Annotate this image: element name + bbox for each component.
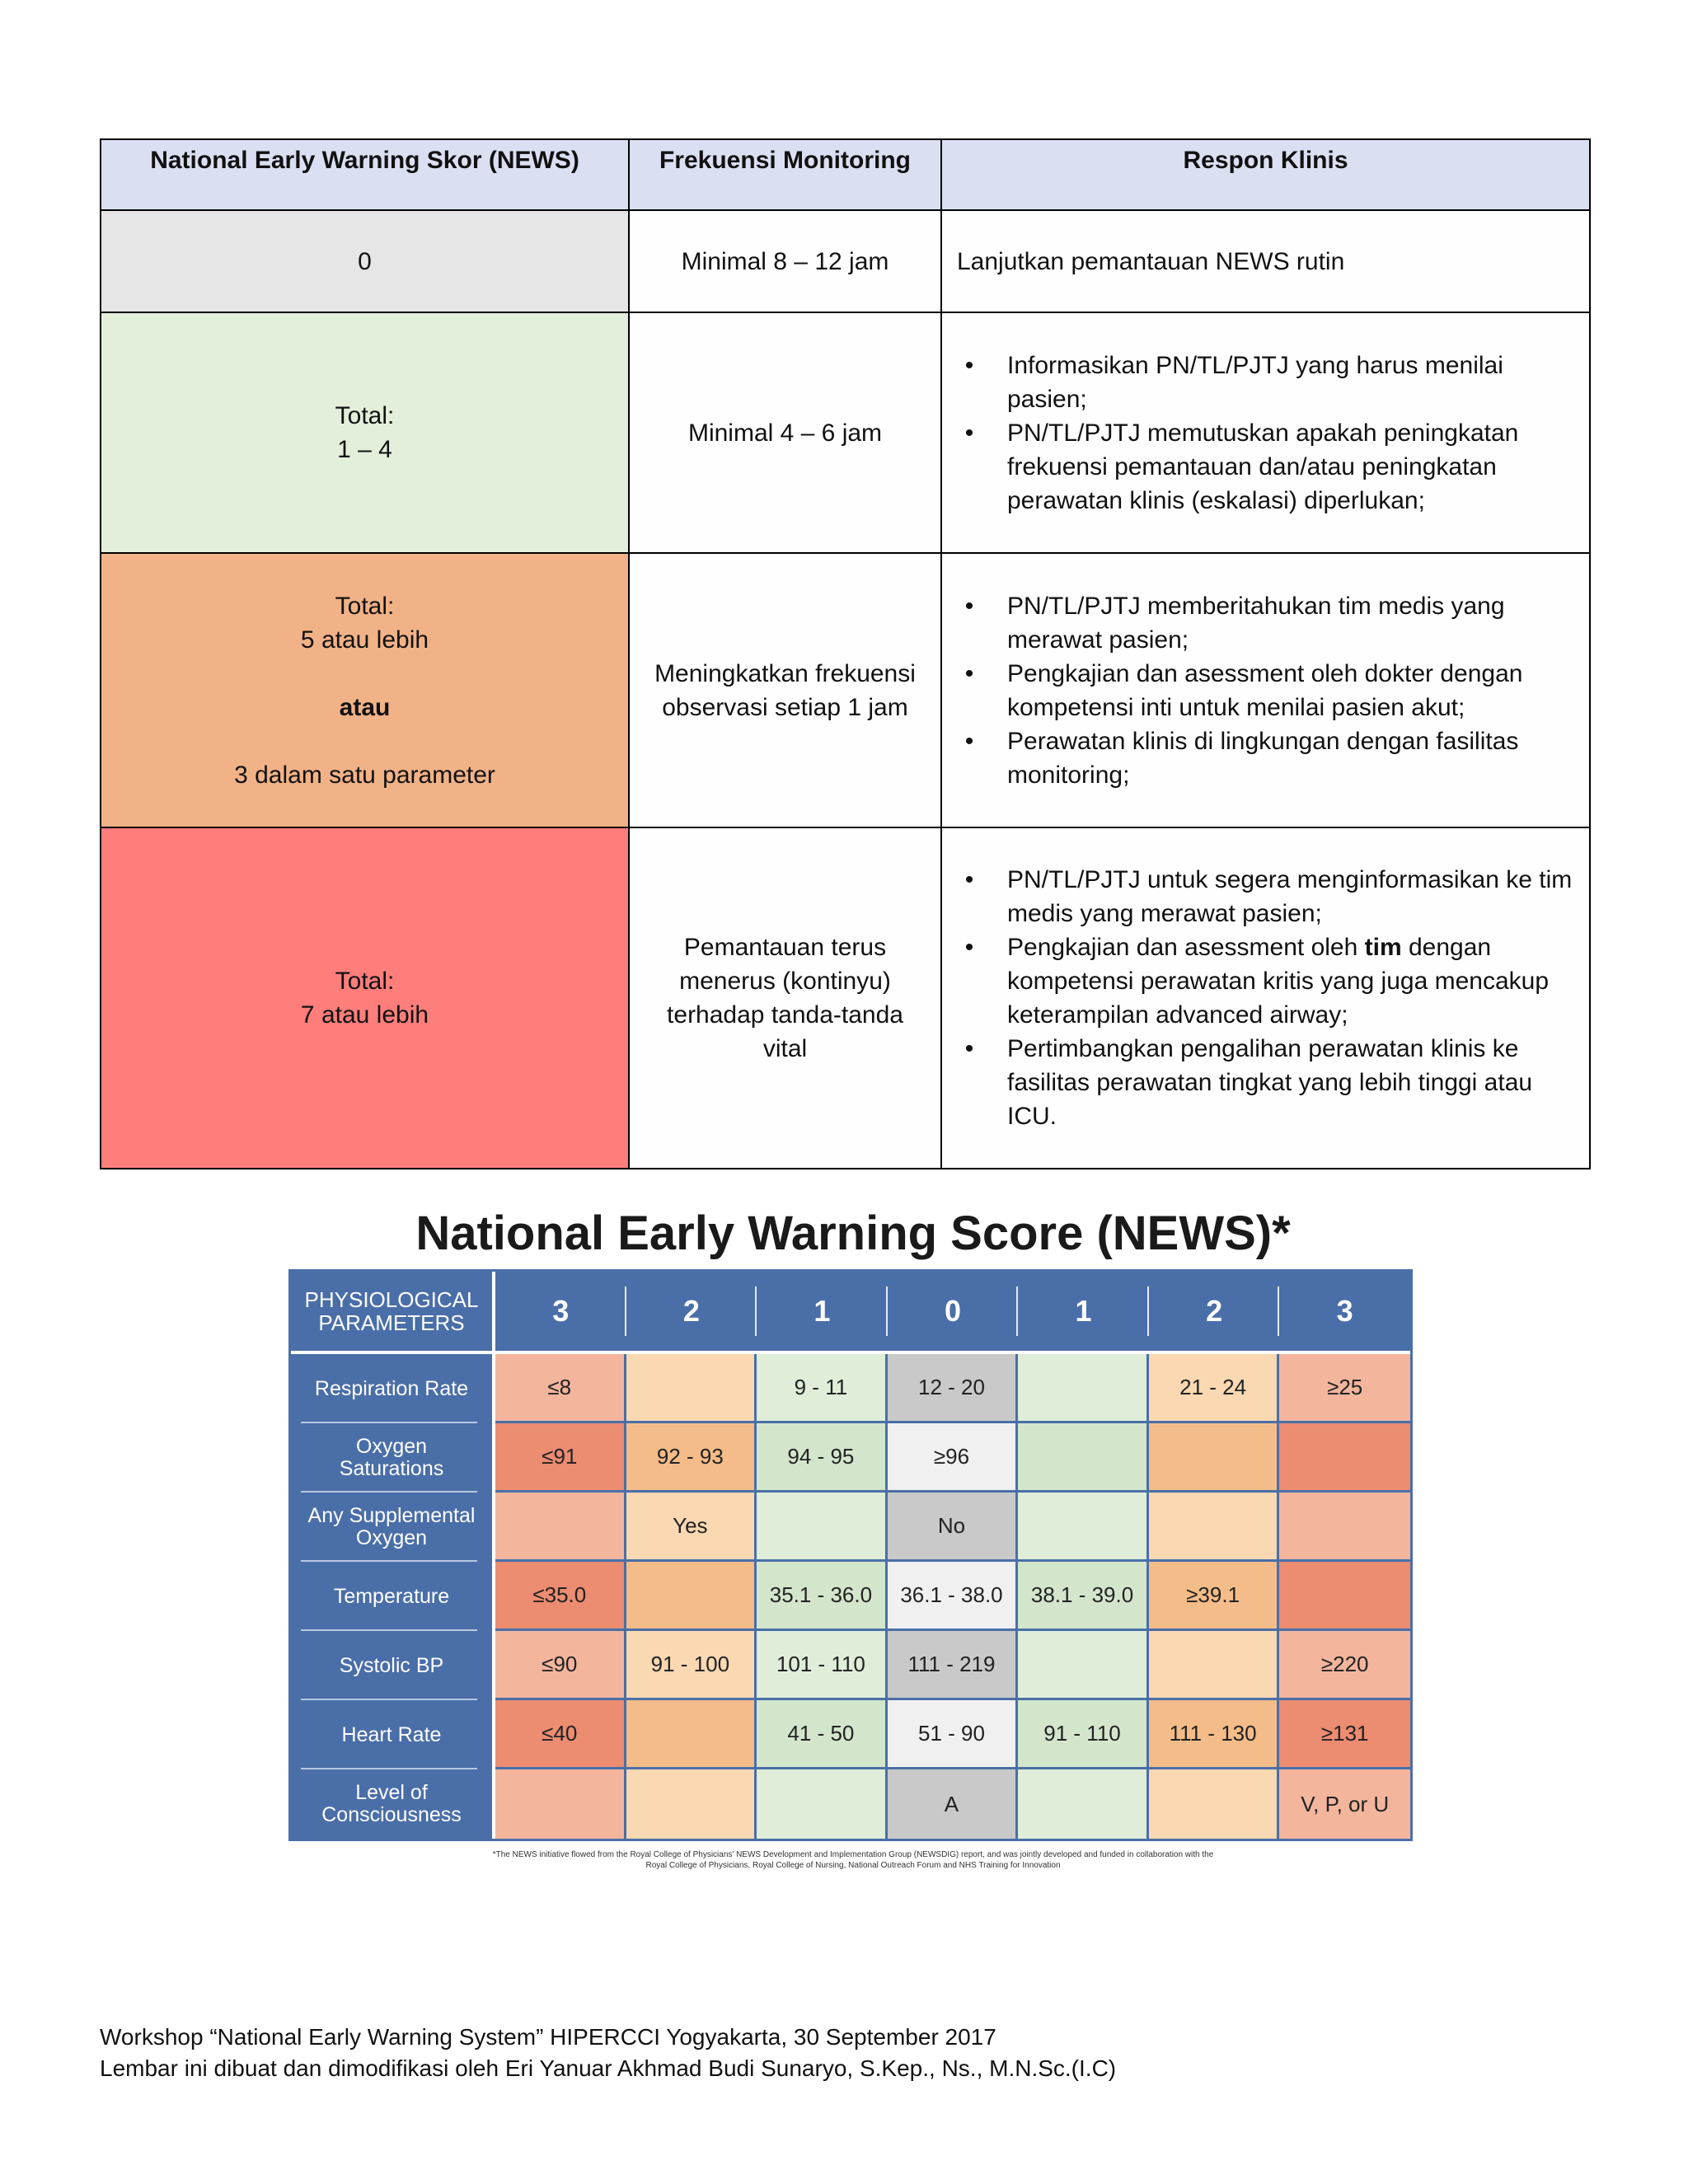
parameters-header: PHYSIOLOGICAL PARAMETERS — [291, 1272, 495, 1354]
chart-row-heart-rate — [291, 1700, 1410, 1769]
header-monitoring-frequency: Frekuensi Monitoring — [629, 139, 941, 210]
chart-cell: ≤91 — [495, 1423, 626, 1493]
score-header: 3 — [495, 1272, 626, 1354]
parameter-label: Temperature — [291, 1562, 495, 1631]
list-item: • Informasikan PN/TL/PJTJ yang harus menilai pasien; — [1007, 349, 1574, 416]
chart-cell: ≥39.1 — [1149, 1562, 1280, 1631]
score-label: Total: — [335, 592, 395, 620]
score-header: 3 — [1279, 1272, 1410, 1354]
chart-cell — [1018, 1493, 1149, 1562]
news-score-chart — [288, 1269, 1413, 1841]
chart-cell — [1149, 1631, 1280, 1700]
chart-cell — [495, 1493, 626, 1562]
chart-cell: 41 - 50 — [757, 1700, 888, 1769]
frequency-cell: Meningkatkan frekuensi observasi setiap 1 jam — [629, 553, 941, 827]
news-chart-footnote: *The NEWS initiative flowed from the Royal College of Physicians' NEWS Development and Implementation Group (NEWSDIG) report, and was jointly developed and funded in collaboration with the Royal College of Physicians, Royal College of Nursing, National Outreach Forum and NHS Training for Innovation — [492, 1850, 1214, 1870]
chart-cell — [1149, 1769, 1280, 1839]
chart-cell — [1018, 1631, 1149, 1700]
chart-row-temperature — [291, 1562, 1410, 1631]
chart-cell: ≥220 — [1279, 1631, 1410, 1700]
list-item: • PN/TL/PJTJ untuk segera menginformasikan ke tim medis yang merawat pasien; — [1007, 863, 1574, 930]
score-header: 2 — [1149, 1272, 1280, 1354]
chart-cell: 51 - 90 — [888, 1700, 1019, 1769]
chart-cell: 94 - 95 — [757, 1423, 888, 1493]
score-range: 1 – 4 — [337, 436, 392, 463]
chart-cell: 111 - 130 — [1149, 1700, 1280, 1769]
score-cell — [101, 210, 629, 312]
table-row — [101, 312, 1590, 553]
response-cell — [941, 827, 1590, 1169]
chart-row-respiration-rate — [291, 1354, 1410, 1423]
chart-cell: 111 - 219 — [888, 1631, 1019, 1700]
table-row — [101, 827, 1590, 1169]
parameter-label: Systolic BP — [291, 1631, 495, 1700]
score-parameter-rule: 3 dalam satu parameter — [234, 761, 495, 789]
chart-cell: ≤90 — [495, 1631, 626, 1700]
score-cell — [101, 312, 629, 553]
chart-cell: No — [888, 1493, 1019, 1562]
score-cell — [101, 553, 629, 827]
score-header: 2 — [626, 1272, 757, 1354]
chart-row-oxygen-saturations — [291, 1423, 1410, 1493]
response-cell — [941, 312, 1590, 553]
response-cell — [941, 553, 1590, 827]
chart-cell: 21 - 24 — [1149, 1354, 1280, 1423]
chart-cell: 91 - 110 — [1018, 1700, 1149, 1769]
chart-row-consciousness — [291, 1769, 1410, 1839]
chart-cell — [1018, 1423, 1149, 1493]
page-footer — [100, 2022, 1116, 2084]
chart-cell — [1279, 1423, 1410, 1493]
bullet-text-before: Pengkajian dan asessment oleh — [1007, 934, 1365, 961]
chart-cell — [757, 1769, 888, 1839]
chart-cell: V, P, or U — [1279, 1769, 1410, 1839]
chart-header-row — [291, 1272, 1410, 1354]
list-item: • PN/TL/PJTJ memberitahukan tim medis yang merawat pasien; — [1007, 589, 1574, 657]
frequency-cell: Minimal 8 – 12 jam — [629, 210, 941, 312]
chart-cell: 9 - 11 — [757, 1354, 888, 1423]
chart-cell — [1279, 1562, 1410, 1631]
frequency-cell: Pemantauan terus menerus (kontinyu) terhadap tanda-tanda vital — [629, 827, 941, 1169]
frequency-cell: Minimal 4 – 6 jam — [629, 312, 941, 553]
chart-cell: ≥96 — [888, 1423, 1019, 1493]
list-item — [1007, 930, 1574, 1032]
chart-cell: 36.1 - 38.0 — [888, 1562, 1019, 1631]
score-header: 0 — [888, 1272, 1019, 1354]
response-list — [957, 589, 1574, 792]
news-chart-title: National Early Warning Score (NEWS)* — [415, 1207, 1291, 1260]
parameter-label: Heart Rate — [291, 1700, 495, 1769]
chart-cell — [626, 1354, 757, 1423]
parameter-label: Level of Consciousness — [291, 1769, 495, 1839]
chart-cell — [626, 1769, 757, 1839]
header-clinical-response: Respon Klinis — [941, 139, 1590, 210]
chart-cell — [626, 1562, 757, 1631]
parameter-label: Any Supplemental Oxygen — [291, 1493, 495, 1562]
chart-cell — [1018, 1354, 1149, 1423]
chart-cell — [1279, 1493, 1410, 1562]
score-value: 0 — [358, 247, 372, 275]
table-row — [101, 210, 1590, 312]
chart-cell: ≥25 — [1279, 1354, 1410, 1423]
score-or: atau — [339, 693, 391, 721]
list-item: • PN/TL/PJTJ memutuskan apakah peningkatan frekuensi pemantauan dan/atau peningkatan perawatan klinis (eskalasi) diperlukan; — [1007, 416, 1574, 518]
list-item: • Pertimbangkan pengalihan perawatan klinis ke fasilitas perawatan tingkat yang lebih tinggi atau ICU. — [1007, 1032, 1574, 1133]
bullet-text-after: dengan kompetensi perawatan kritis yang juga mencakup keterampilan advanced airway; — [1007, 934, 1550, 1029]
chart-cell: 35.1 - 36.0 — [757, 1562, 888, 1631]
footer-author-line: Lembar ini dibuat dan dimodifikasi oleh Eri Yanuar Akhmad Budi Sunaryo, S.Kep., Ns., M.N.Sc.(I.C) — [100, 2055, 1117, 2081]
chart-row-supplemental-oxygen — [291, 1493, 1410, 1562]
chart-cell — [1149, 1493, 1280, 1562]
chart-cell: 101 - 110 — [757, 1631, 888, 1700]
score-header: 1 — [1018, 1272, 1149, 1354]
score-header: 1 — [757, 1272, 888, 1354]
chart-cell: 38.1 - 39.0 — [1018, 1562, 1149, 1631]
score-label: Total: — [335, 402, 395, 429]
chart-cell: 92 - 93 — [626, 1423, 757, 1493]
table-row — [101, 553, 1590, 827]
bullet-text-bold: tim — [1364, 934, 1402, 961]
news-response-table — [100, 138, 1591, 1169]
footer-workshop-line: Workshop “National Early Warning System” HIPERCCI Yogyakarta, 30 September 2017 — [100, 2024, 996, 2050]
chart-cell — [1018, 1769, 1149, 1839]
header-news-score: National Early Warning Skor (NEWS) — [101, 139, 629, 210]
chart-cell — [495, 1769, 626, 1839]
response-list — [957, 349, 1574, 518]
parameter-label: Respiration Rate — [291, 1354, 495, 1423]
list-item: • Pengkajian dan asessment oleh dokter dengan kompetensi inti untuk menilai pasien akut; — [1007, 657, 1574, 724]
score-range: 5 atau lebih — [300, 626, 429, 654]
chart-cell — [626, 1700, 757, 1769]
chart-cell: Yes — [626, 1493, 757, 1562]
chart-cell: 91 - 100 — [626, 1631, 757, 1700]
table-header-row — [101, 139, 1590, 210]
chart-row-systolic-bp — [291, 1631, 1410, 1700]
response-cell: Lanjutkan pemantauan NEWS rutin — [941, 210, 1590, 312]
chart-cell: 12 - 20 — [888, 1354, 1019, 1423]
chart-cell: ≤8 — [495, 1354, 626, 1423]
chart-cell — [1149, 1423, 1280, 1493]
score-cell — [101, 827, 629, 1169]
score-label: Total: — [335, 968, 395, 995]
parameter-label: Oxygen Saturations — [291, 1423, 495, 1493]
chart-cell: ≤35.0 — [495, 1562, 626, 1631]
chart-cell — [757, 1493, 888, 1562]
response-list — [957, 863, 1574, 1133]
chart-cell: ≥131 — [1279, 1700, 1410, 1769]
list-item: • Perawatan klinis di lingkungan dengan fasilitas monitoring; — [1007, 724, 1574, 792]
score-range: 7 atau lebih — [300, 1001, 429, 1029]
chart-cell: ≤40 — [495, 1700, 626, 1769]
chart-cell: A — [888, 1769, 1019, 1839]
